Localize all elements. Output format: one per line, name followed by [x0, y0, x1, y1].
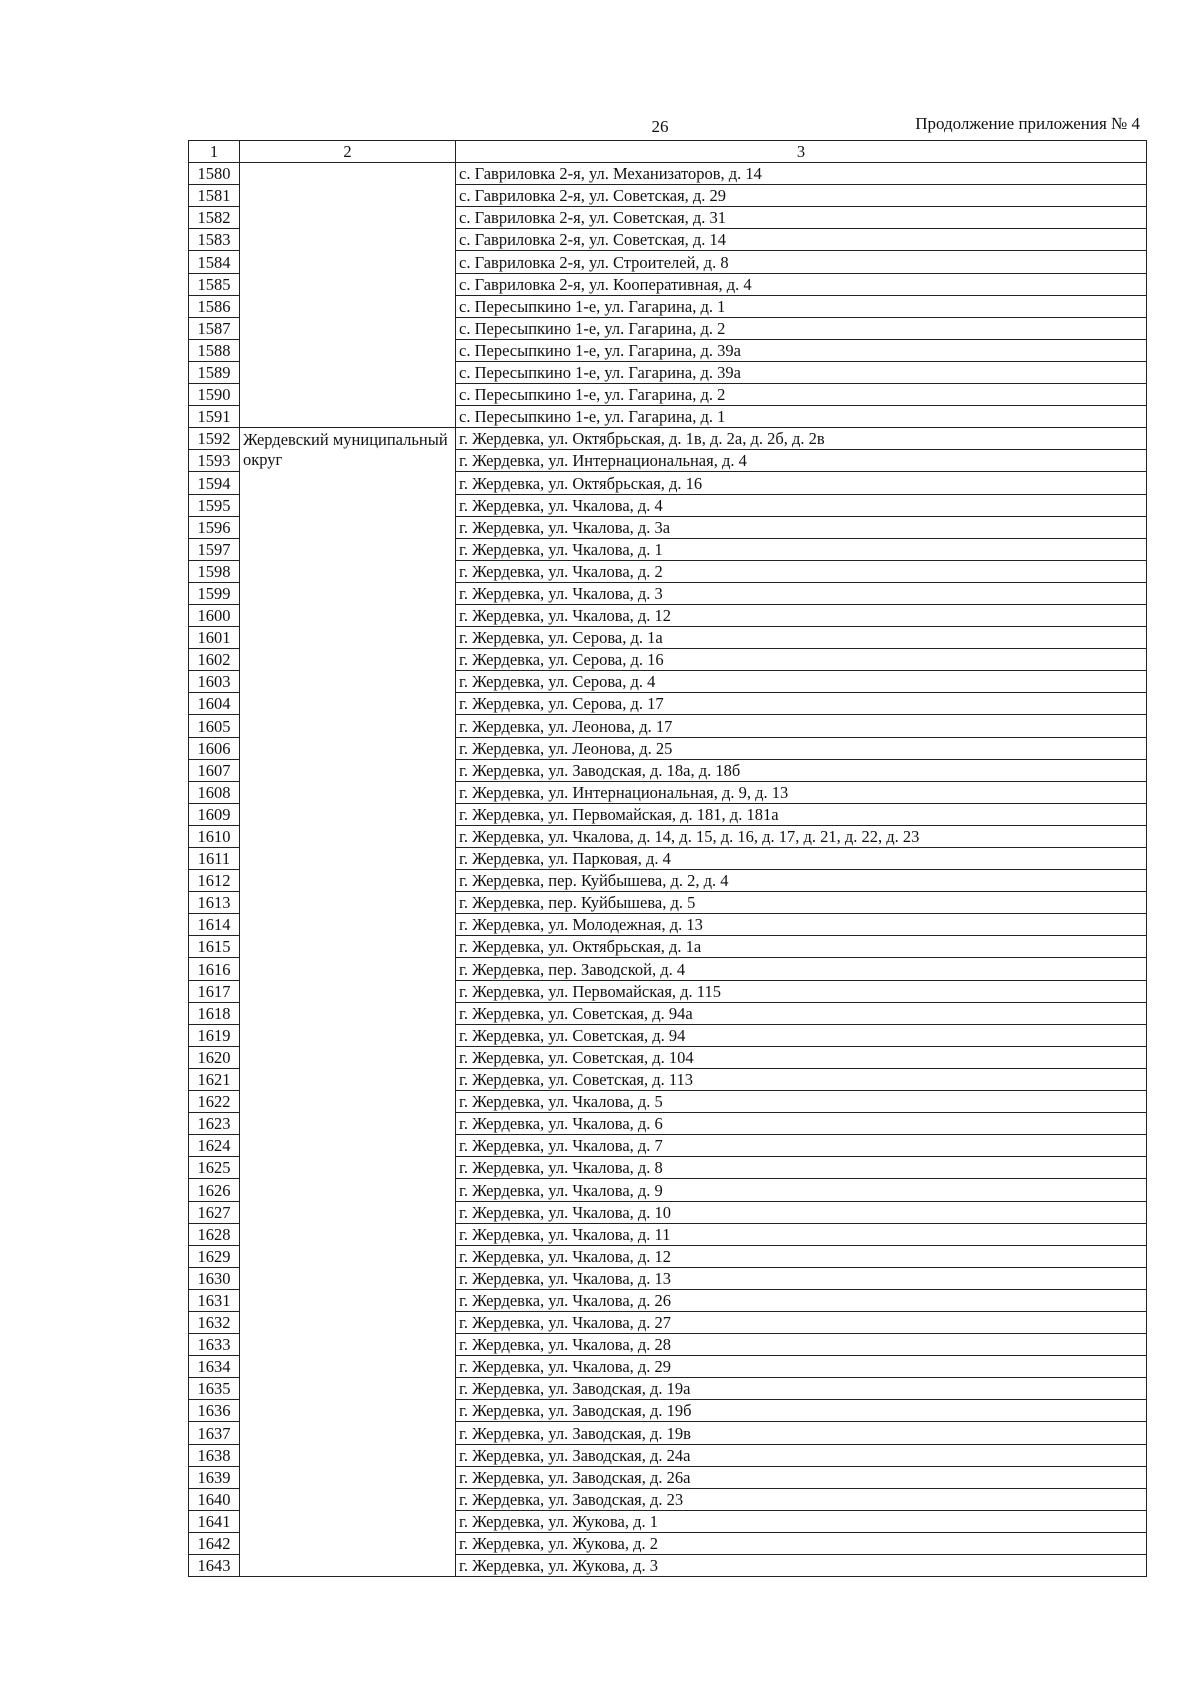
address-cell: г. Жердевка, ул. Чкалова, д. 13 — [456, 1267, 1147, 1289]
row-number: 1615 — [189, 936, 240, 958]
column-header: 1 — [189, 141, 240, 163]
row-number: 1643 — [189, 1555, 240, 1577]
address-cell: г. Жердевка, ул. Жукова, д. 3 — [456, 1555, 1147, 1577]
table-body — [189, 163, 1147, 1577]
address-cell: г. Жердевка, ул. Чкалова, д. 28 — [456, 1334, 1147, 1356]
address-cell: г. Жердевка, ул. Серова, д. 17 — [456, 693, 1147, 715]
row-number: 1617 — [189, 980, 240, 1002]
row-number: 1590 — [189, 384, 240, 406]
row-number: 1608 — [189, 781, 240, 803]
address-cell: г. Жердевка, ул. Октябрьская, д. 1а — [456, 936, 1147, 958]
row-number: 1603 — [189, 671, 240, 693]
row-number: 1582 — [189, 207, 240, 229]
address-cell: с. Пересыпкино 1-е, ул. Гагарина, д. 1 — [456, 406, 1147, 428]
address-cell: г. Жердевка, ул. Заводская, д. 18а, д. 18б — [456, 759, 1147, 781]
address-cell: г. Жердевка, ул. Чкалова, д. 26 — [456, 1289, 1147, 1311]
address-cell: г. Жердевка, ул. Заводская, д. 19в — [456, 1422, 1147, 1444]
row-number: 1637 — [189, 1422, 240, 1444]
address-cell: г. Жердевка, ул. Интернациональная, д. 4 — [456, 450, 1147, 472]
address-cell: г. Жердевка, ул. Чкалова, д. 6 — [456, 1113, 1147, 1135]
row-number: 1618 — [189, 1002, 240, 1024]
row-number: 1621 — [189, 1068, 240, 1090]
row-number: 1594 — [189, 472, 240, 494]
address-cell: г. Жердевка, ул. Заводская, д. 19а — [456, 1378, 1147, 1400]
address-cell: с. Гавриловка 2-я, ул. Строителей, д. 8 — [456, 251, 1147, 273]
row-number: 1602 — [189, 649, 240, 671]
address-cell: г. Жердевка, ул. Чкалова, д. 3 — [456, 582, 1147, 604]
address-cell: г. Жердевка, ул. Серова, д. 1а — [456, 627, 1147, 649]
address-cell: г. Жердевка, ул. Чкалова, д. 2 — [456, 560, 1147, 582]
address-cell: с. Гавриловка 2-я, ул. Советская, д. 31 — [456, 207, 1147, 229]
address-cell: г. Жердевка, ул. Первомайская, д. 115 — [456, 980, 1147, 1002]
address-cell: с. Пересыпкино 1-е, ул. Гагарина, д. 1 — [456, 295, 1147, 317]
row-number: 1636 — [189, 1400, 240, 1422]
row-number: 1626 — [189, 1179, 240, 1201]
address-cell: г. Жердевка, ул. Заводская, д. 26а — [456, 1466, 1147, 1488]
row-number: 1593 — [189, 450, 240, 472]
row-number: 1600 — [189, 604, 240, 626]
row-number: 1639 — [189, 1466, 240, 1488]
row-number: 1583 — [189, 229, 240, 251]
continuation-label: Продолжение приложения № 4 — [915, 114, 1140, 133]
row-number: 1624 — [189, 1135, 240, 1157]
address-cell: г. Жердевка, ул. Чкалова, д. 29 — [456, 1356, 1147, 1378]
row-number: 1592 — [189, 428, 240, 450]
row-number: 1623 — [189, 1113, 240, 1135]
address-cell: г. Жердевка, ул. Советская, д. 94 — [456, 1024, 1147, 1046]
row-number: 1607 — [189, 759, 240, 781]
row-number: 1629 — [189, 1245, 240, 1267]
address-cell: г. Жердевка, ул. Парковая, д. 4 — [456, 848, 1147, 870]
table-row — [189, 163, 1147, 185]
address-cell: г. Жердевка, ул. Чкалова, д. 4 — [456, 494, 1147, 516]
address-cell: г. Жердевка, пер. Куйбышева, д. 5 — [456, 892, 1147, 914]
address-cell: с. Гавриловка 2-я, ул. Советская, д. 14 — [456, 229, 1147, 251]
row-number: 1635 — [189, 1378, 240, 1400]
address-cell: с. Пересыпкино 1-е, ул. Гагарина, д. 39а — [456, 361, 1147, 383]
row-number: 1634 — [189, 1356, 240, 1378]
row-number: 1616 — [189, 958, 240, 980]
row-number: 1638 — [189, 1444, 240, 1466]
row-number: 1632 — [189, 1311, 240, 1333]
address-cell: г. Жердевка, ул. Чкалова, д. 11 — [456, 1223, 1147, 1245]
address-cell: г. Жердевка, ул. Чкалова, д. 12 — [456, 604, 1147, 626]
address-cell: с. Пересыпкино 1-е, ул. Гагарина, д. 2 — [456, 384, 1147, 406]
row-number: 1589 — [189, 361, 240, 383]
address-cell: г. Жердевка, ул. Чкалова, д. 27 — [456, 1311, 1147, 1333]
address-cell: г. Жердевка, ул. Чкалова, д. 3а — [456, 516, 1147, 538]
row-number: 1591 — [189, 406, 240, 428]
row-number: 1587 — [189, 317, 240, 339]
row-number: 1597 — [189, 538, 240, 560]
address-cell: г. Жердевка, ул. Советская, д. 94а — [456, 1002, 1147, 1024]
address-cell: г. Жердевка, ул. Чкалова, д. 7 — [456, 1135, 1147, 1157]
address-cell: с. Гавриловка 2-я, ул. Советская, д. 29 — [456, 185, 1147, 207]
address-cell: г. Жердевка, пер. Куйбышева, д. 2, д. 4 — [456, 870, 1147, 892]
row-number: 1581 — [189, 185, 240, 207]
row-number: 1631 — [189, 1289, 240, 1311]
row-number: 1630 — [189, 1267, 240, 1289]
municipality-cell — [240, 163, 456, 428]
table-header-row — [189, 141, 1147, 163]
address-cell: г. Жердевка, ул. Чкалова, д. 12 — [456, 1245, 1147, 1267]
row-number: 1585 — [189, 273, 240, 295]
row-number: 1599 — [189, 582, 240, 604]
address-cell: с. Пересыпкино 1-е, ул. Гагарина, д. 2 — [456, 317, 1147, 339]
address-cell: г. Жердевка, ул. Серова, д. 16 — [456, 649, 1147, 671]
address-cell: г. Жердевка, ул. Заводская, д. 19б — [456, 1400, 1147, 1422]
address-cell: с. Гавриловка 2-я, ул. Механизаторов, д. 14 — [456, 163, 1147, 185]
address-cell: г. Жердевка, ул. Чкалова, д. 14, д. 15, д. 16, д. 17, д. 21, д. 22, д. 23 — [456, 825, 1147, 847]
column-header: 2 — [240, 141, 456, 163]
address-cell: г. Жердевка, ул. Чкалова, д. 1 — [456, 538, 1147, 560]
row-number: 1606 — [189, 737, 240, 759]
row-number: 1604 — [189, 693, 240, 715]
address-cell: г. Жердевка, ул. Чкалова, д. 10 — [456, 1201, 1147, 1223]
row-number: 1625 — [189, 1157, 240, 1179]
address-cell: г. Жердевка, ул. Заводская, д. 24а — [456, 1444, 1147, 1466]
row-number: 1601 — [189, 627, 240, 649]
row-number: 1610 — [189, 825, 240, 847]
address-cell: с. Пересыпкино 1-е, ул. Гагарина, д. 39а — [456, 339, 1147, 361]
address-cell: г. Жердевка, ул. Чкалова, д. 9 — [456, 1179, 1147, 1201]
row-number: 1605 — [189, 715, 240, 737]
address-cell: г. Жердевка, ул. Октябрьская, д. 1в, д. 2а, д. 2б, д. 2в — [456, 428, 1147, 450]
address-cell: г. Жердевка, ул. Жукова, д. 2 — [456, 1532, 1147, 1554]
table-row — [189, 428, 1147, 450]
address-cell: г. Жердевка, ул. Жукова, д. 1 — [456, 1510, 1147, 1532]
address-cell: г. Жердевка, ул. Леонова, д. 17 — [456, 715, 1147, 737]
row-number: 1641 — [189, 1510, 240, 1532]
row-number: 1588 — [189, 339, 240, 361]
row-number: 1642 — [189, 1532, 240, 1554]
row-number: 1622 — [189, 1091, 240, 1113]
page-number: 26 — [651, 117, 669, 136]
address-cell: г. Жердевка, ул. Чкалова, д. 8 — [456, 1157, 1147, 1179]
address-cell: г. Жердевка, ул. Заводская, д. 23 — [456, 1488, 1147, 1510]
address-cell: г. Жердевка, ул. Чкалова, д. 5 — [456, 1091, 1147, 1113]
row-number: 1609 — [189, 803, 240, 825]
row-number: 1584 — [189, 251, 240, 273]
row-number: 1640 — [189, 1488, 240, 1510]
row-number: 1614 — [189, 914, 240, 936]
column-header: 3 — [456, 141, 1147, 163]
address-cell: г. Жердевка, ул. Серова, д. 4 — [456, 671, 1147, 693]
row-number: 1620 — [189, 1046, 240, 1068]
address-cell: г. Жердевка, ул. Первомайская, д. 181, д. 181а — [456, 803, 1147, 825]
address-cell: г. Жердевка, ул. Леонова, д. 25 — [456, 737, 1147, 759]
row-number: 1580 — [189, 163, 240, 185]
row-number: 1595 — [189, 494, 240, 516]
row-number: 1619 — [189, 1024, 240, 1046]
address-cell: г. Жердевка, ул. Советская, д. 104 — [456, 1046, 1147, 1068]
municipality-cell: Жердевский муниципальный округ — [240, 428, 456, 1577]
address-cell: г. Жердевка, ул. Молодежная, д. 13 — [456, 914, 1147, 936]
row-number: 1598 — [189, 560, 240, 582]
row-number: 1633 — [189, 1334, 240, 1356]
address-cell: г. Жердевка, ул. Интернациональная, д. 9, д. 13 — [456, 781, 1147, 803]
row-number: 1628 — [189, 1223, 240, 1245]
address-cell: с. Гавриловка 2-я, ул. Кооперативная, д. 4 — [456, 273, 1147, 295]
address-cell: г. Жердевка, пер. Заводской, д. 4 — [456, 958, 1147, 980]
row-number: 1612 — [189, 870, 240, 892]
row-number: 1586 — [189, 295, 240, 317]
address-table — [188, 140, 1147, 1577]
row-number: 1611 — [189, 848, 240, 870]
address-cell: г. Жердевка, ул. Советская, д. 113 — [456, 1068, 1147, 1090]
row-number: 1613 — [189, 892, 240, 914]
address-cell: г. Жердевка, ул. Октябрьская, д. 16 — [456, 472, 1147, 494]
row-number: 1596 — [189, 516, 240, 538]
row-number: 1627 — [189, 1201, 240, 1223]
